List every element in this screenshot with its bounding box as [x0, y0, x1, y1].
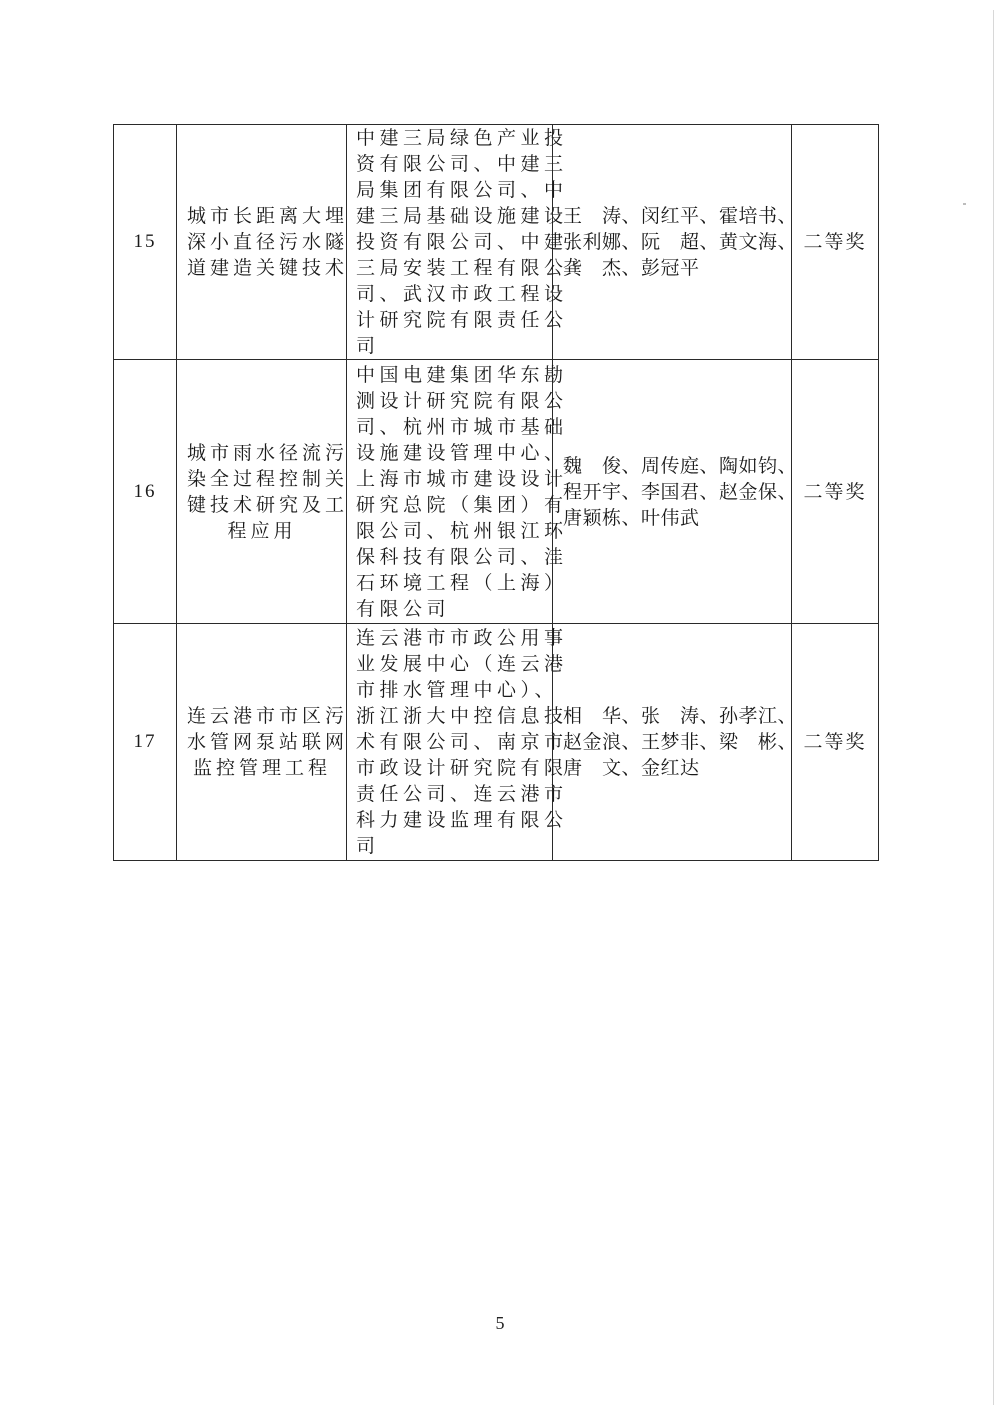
organization-line: 计研究院有限责任公 — [356, 309, 568, 331]
project-name-cell — [177, 360, 347, 624]
organization-line: 中建三局绿色产业投 — [356, 127, 568, 149]
page-number: 5 — [495, 1313, 505, 1333]
people-line: 相 华、张 涛、孙孝江、 — [563, 705, 798, 727]
project-name-line: 城市雨水径流污 — [187, 441, 349, 464]
table-row — [114, 125, 879, 360]
project-name-line: 道建造关键技术 — [187, 257, 349, 279]
people-line: 唐颖栋、叶伟武 — [563, 506, 700, 529]
organization-line: 研究总院（集团）有 — [356, 493, 568, 516]
organization-line: 建三局基础设施建设 — [356, 205, 568, 227]
organization-line: 连云港市市政公用事 — [356, 627, 568, 649]
organization-line: 局集团有限公司、中 — [356, 179, 568, 201]
organization-line: 责任公司、连云港市 — [356, 783, 568, 805]
project-name-cell — [177, 125, 347, 360]
project-name — [187, 203, 349, 281]
organizations-cell — [347, 360, 568, 624]
project-name-cell — [177, 624, 347, 861]
organization-line: 市政设计研究院有限 — [356, 757, 568, 779]
project-name — [187, 703, 349, 781]
project-name-line: 连云港市市区污 — [187, 705, 349, 727]
organization-line: 设施建设管理中心、 — [356, 441, 568, 464]
people-cell — [553, 624, 798, 861]
organization-line: 司 — [356, 835, 380, 857]
awards-table — [113, 124, 879, 861]
people-line: 魏 俊、周传庭、陶如钧、 — [563, 454, 798, 477]
organization-line: 三局安装工程有限公 — [356, 257, 568, 279]
organization-line: 司 — [356, 335, 380, 357]
organization-line: 资有限公司、中建三 — [356, 153, 568, 175]
table-row — [114, 624, 879, 861]
organization-line: 保科技有限公司、洼 — [356, 545, 568, 568]
scan-speck — [963, 203, 966, 205]
organization-line: 测设计研究院有限公 — [356, 389, 568, 412]
people-line: 赵金浪、王梦非、梁 彬、 — [563, 731, 798, 753]
people-line: 程开宇、李国君、赵金保、 — [563, 480, 798, 503]
project-name — [187, 440, 349, 544]
organizations-cell — [347, 624, 568, 861]
organization-line: 浙江浙大中控信息技 — [356, 705, 568, 727]
organization-line: 司、杭州市城市基础 — [356, 415, 568, 438]
people-line: 唐 文、金红达 — [563, 757, 700, 779]
project-name-line: 城市长距离大埋 — [187, 205, 349, 227]
project-name-line: 水管网泵站联网 — [187, 731, 349, 753]
project-name-line: 染全过程控制关 — [187, 467, 349, 490]
table-row — [114, 360, 879, 624]
people-cell — [553, 360, 798, 624]
organization-line: 限公司、杭州银江环 — [356, 519, 568, 542]
people-line: 王 涛、闵红平、霍培书、 — [563, 205, 798, 227]
project-name-line: 深小直径污水隧 — [187, 231, 349, 253]
organization-line: 科力建设监理有限公 — [356, 809, 568, 831]
award-level: 二等奖 — [792, 125, 879, 360]
organization-line: 投资有限公司、中建 — [356, 231, 568, 253]
row-number: 17 — [114, 624, 177, 861]
organization-line: 有限公司 — [356, 597, 451, 620]
project-name-line: 监控管理工程 — [192, 757, 331, 779]
organization-line: 上海市城市建设设计 — [356, 467, 568, 490]
project-name-line: 键技术研究及工 — [187, 493, 349, 516]
people-line: 龚 杰、彭冠平 — [563, 257, 700, 279]
award-level: 二等奖 — [792, 624, 879, 861]
organization-line: 市排水管理中心）、 — [356, 679, 559, 701]
page-edge-line — [993, 10, 994, 1405]
row-number: 15 — [114, 125, 177, 360]
people-cell — [553, 125, 798, 360]
people-line: 张利娜、阮 超、黄文海、 — [563, 231, 798, 253]
organization-line: 中国电建集团华东勘 — [356, 363, 568, 386]
organization-line: 术有限公司、南京市 — [356, 731, 568, 753]
award-level: 二等奖 — [792, 360, 879, 624]
organization-line: 石环境工程（上海） — [356, 571, 568, 594]
organizations-cell — [347, 125, 568, 360]
row-number: 16 — [114, 360, 177, 624]
organization-line: 业发展中心（连云港 — [356, 653, 568, 675]
project-name-line: 程应用 — [227, 519, 297, 542]
organization-line: 司、武汉市政工程设 — [356, 283, 568, 305]
